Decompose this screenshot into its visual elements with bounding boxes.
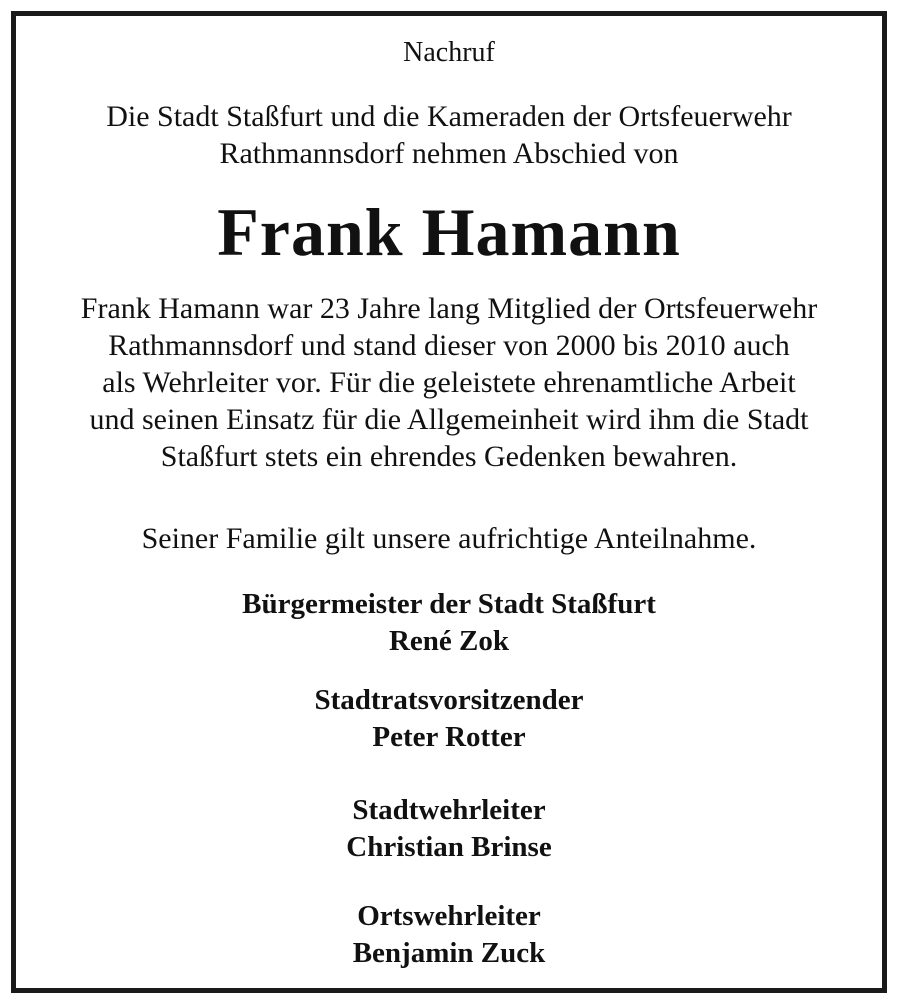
signatory-title: Stadtwehrleiter: [352, 794, 546, 826]
condolence-text: Seiner Familie gilt unsere aufrichtige Anteilnahme.: [141, 522, 757, 555]
tribute-line: Rathmannsdorf und stand dieser von 2000 bis 2010 auch: [108, 329, 790, 362]
signatory-name: Christian Brinse: [346, 831, 552, 863]
signatory-block: [16, 586, 882, 660]
signatory-name: René Zok: [388, 625, 510, 657]
signatory-title: Stadtratsvorsitzender: [314, 684, 584, 716]
notice-heading: Nachruf: [403, 37, 495, 68]
intro-text: [16, 98, 882, 172]
tribute-line: und seinen Einsatz für die Allgemeinheit wird ihm die Stadt: [89, 403, 809, 436]
tribute-line: Frank Hamann war 23 Jahre lang Mitglied der Ortsfeuerwehr: [80, 292, 818, 325]
signatory-block: [16, 682, 882, 756]
intro-line: Rathmannsdorf nehmen Abschied von: [219, 137, 679, 170]
signatory-block: [16, 792, 882, 866]
signatory-title: Bürgermeister der Stadt Staßfurt: [242, 588, 656, 620]
tribute-line: als Wehrleiter vor. Für die geleistete ehrenamtliche Arbeit: [102, 366, 796, 399]
tribute-line: Staßfurt stets ein ehrendes Gedenken bewahren.: [160, 440, 738, 473]
signatory-name: Benjamin Zuck: [352, 937, 546, 969]
signatory-block: [16, 898, 882, 972]
obituary-notice-frame: [11, 11, 887, 993]
signatory-title: Ortswehrleiter: [357, 900, 541, 932]
deceased-name: Frank Hamann: [217, 194, 681, 270]
intro-line: Die Stadt Staßfurt und die Kameraden der Ortsfeuerwehr: [106, 100, 792, 133]
tribute-text: [16, 290, 882, 475]
signatory-name: Peter Rotter: [372, 721, 526, 753]
